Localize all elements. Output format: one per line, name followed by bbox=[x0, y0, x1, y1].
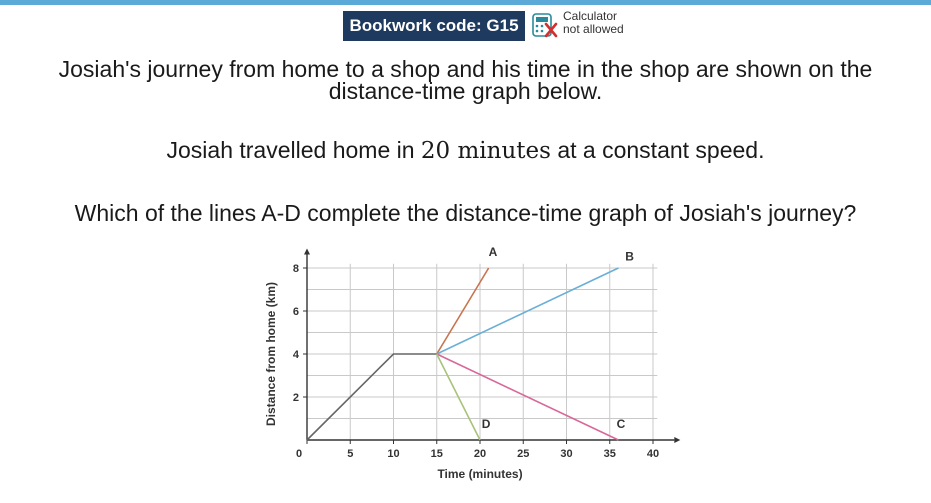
top-accent-bar bbox=[0, 0, 931, 5]
x-axis-label: Time (minutes) bbox=[437, 467, 523, 481]
x-axis-arrow bbox=[674, 437, 680, 443]
series-label-a: A bbox=[488, 245, 498, 260]
question-line-3 bbox=[0, 135, 931, 166]
calculator-label: Calculator bbox=[563, 9, 618, 23]
question-line-3-pre: Josiah travelled home in bbox=[166, 137, 421, 163]
question-line-2: distance-time graph below. bbox=[328, 78, 603, 104]
x-tick-label: 10 bbox=[387, 448, 400, 460]
x-tick-label: 30 bbox=[560, 448, 573, 460]
question-line-4: Which of the lines A-D complete the distance-time graph of Josiah's journey? bbox=[74, 200, 857, 226]
x-tick-label: 5 bbox=[347, 448, 354, 460]
y-axis-label: Distance from home (km) bbox=[264, 281, 278, 427]
y-tick-label: 6 bbox=[292, 306, 299, 318]
series-label-c: C bbox=[616, 417, 626, 432]
y-tick-label: 2 bbox=[292, 392, 299, 404]
question-line-1: Josiah's journey from home to a shop and his time in the shop are shown on the bbox=[58, 56, 873, 82]
plot-area bbox=[307, 264, 657, 440]
calculator-not-allowed-icon bbox=[530, 12, 558, 40]
x-tick-label: 15 bbox=[430, 448, 443, 460]
y-axis-arrow bbox=[304, 249, 310, 255]
calculator-status-label: not allowed bbox=[563, 22, 624, 36]
x-tick-label: 25 bbox=[517, 448, 530, 460]
question-line-3-math: 20 minutes bbox=[420, 138, 551, 164]
distance-time-graph bbox=[255, 245, 695, 490]
x-tick-label: 35 bbox=[603, 448, 616, 460]
header bbox=[0, 8, 931, 42]
x-tick-label: 0 bbox=[295, 448, 303, 460]
calculator-status bbox=[563, 10, 624, 36]
x-tick-label: 40 bbox=[646, 448, 660, 460]
y-tick-label: 8 bbox=[292, 263, 299, 275]
bookwork-code-badge: Bookwork code: G15 bbox=[343, 11, 525, 41]
x-tick-label: 20 bbox=[473, 448, 487, 460]
question-line-3-post: at a constant speed. bbox=[550, 137, 765, 163]
y-tick-label: 4 bbox=[292, 349, 299, 361]
series-label-d: D bbox=[481, 417, 491, 432]
series-label-b: B bbox=[625, 249, 634, 264]
